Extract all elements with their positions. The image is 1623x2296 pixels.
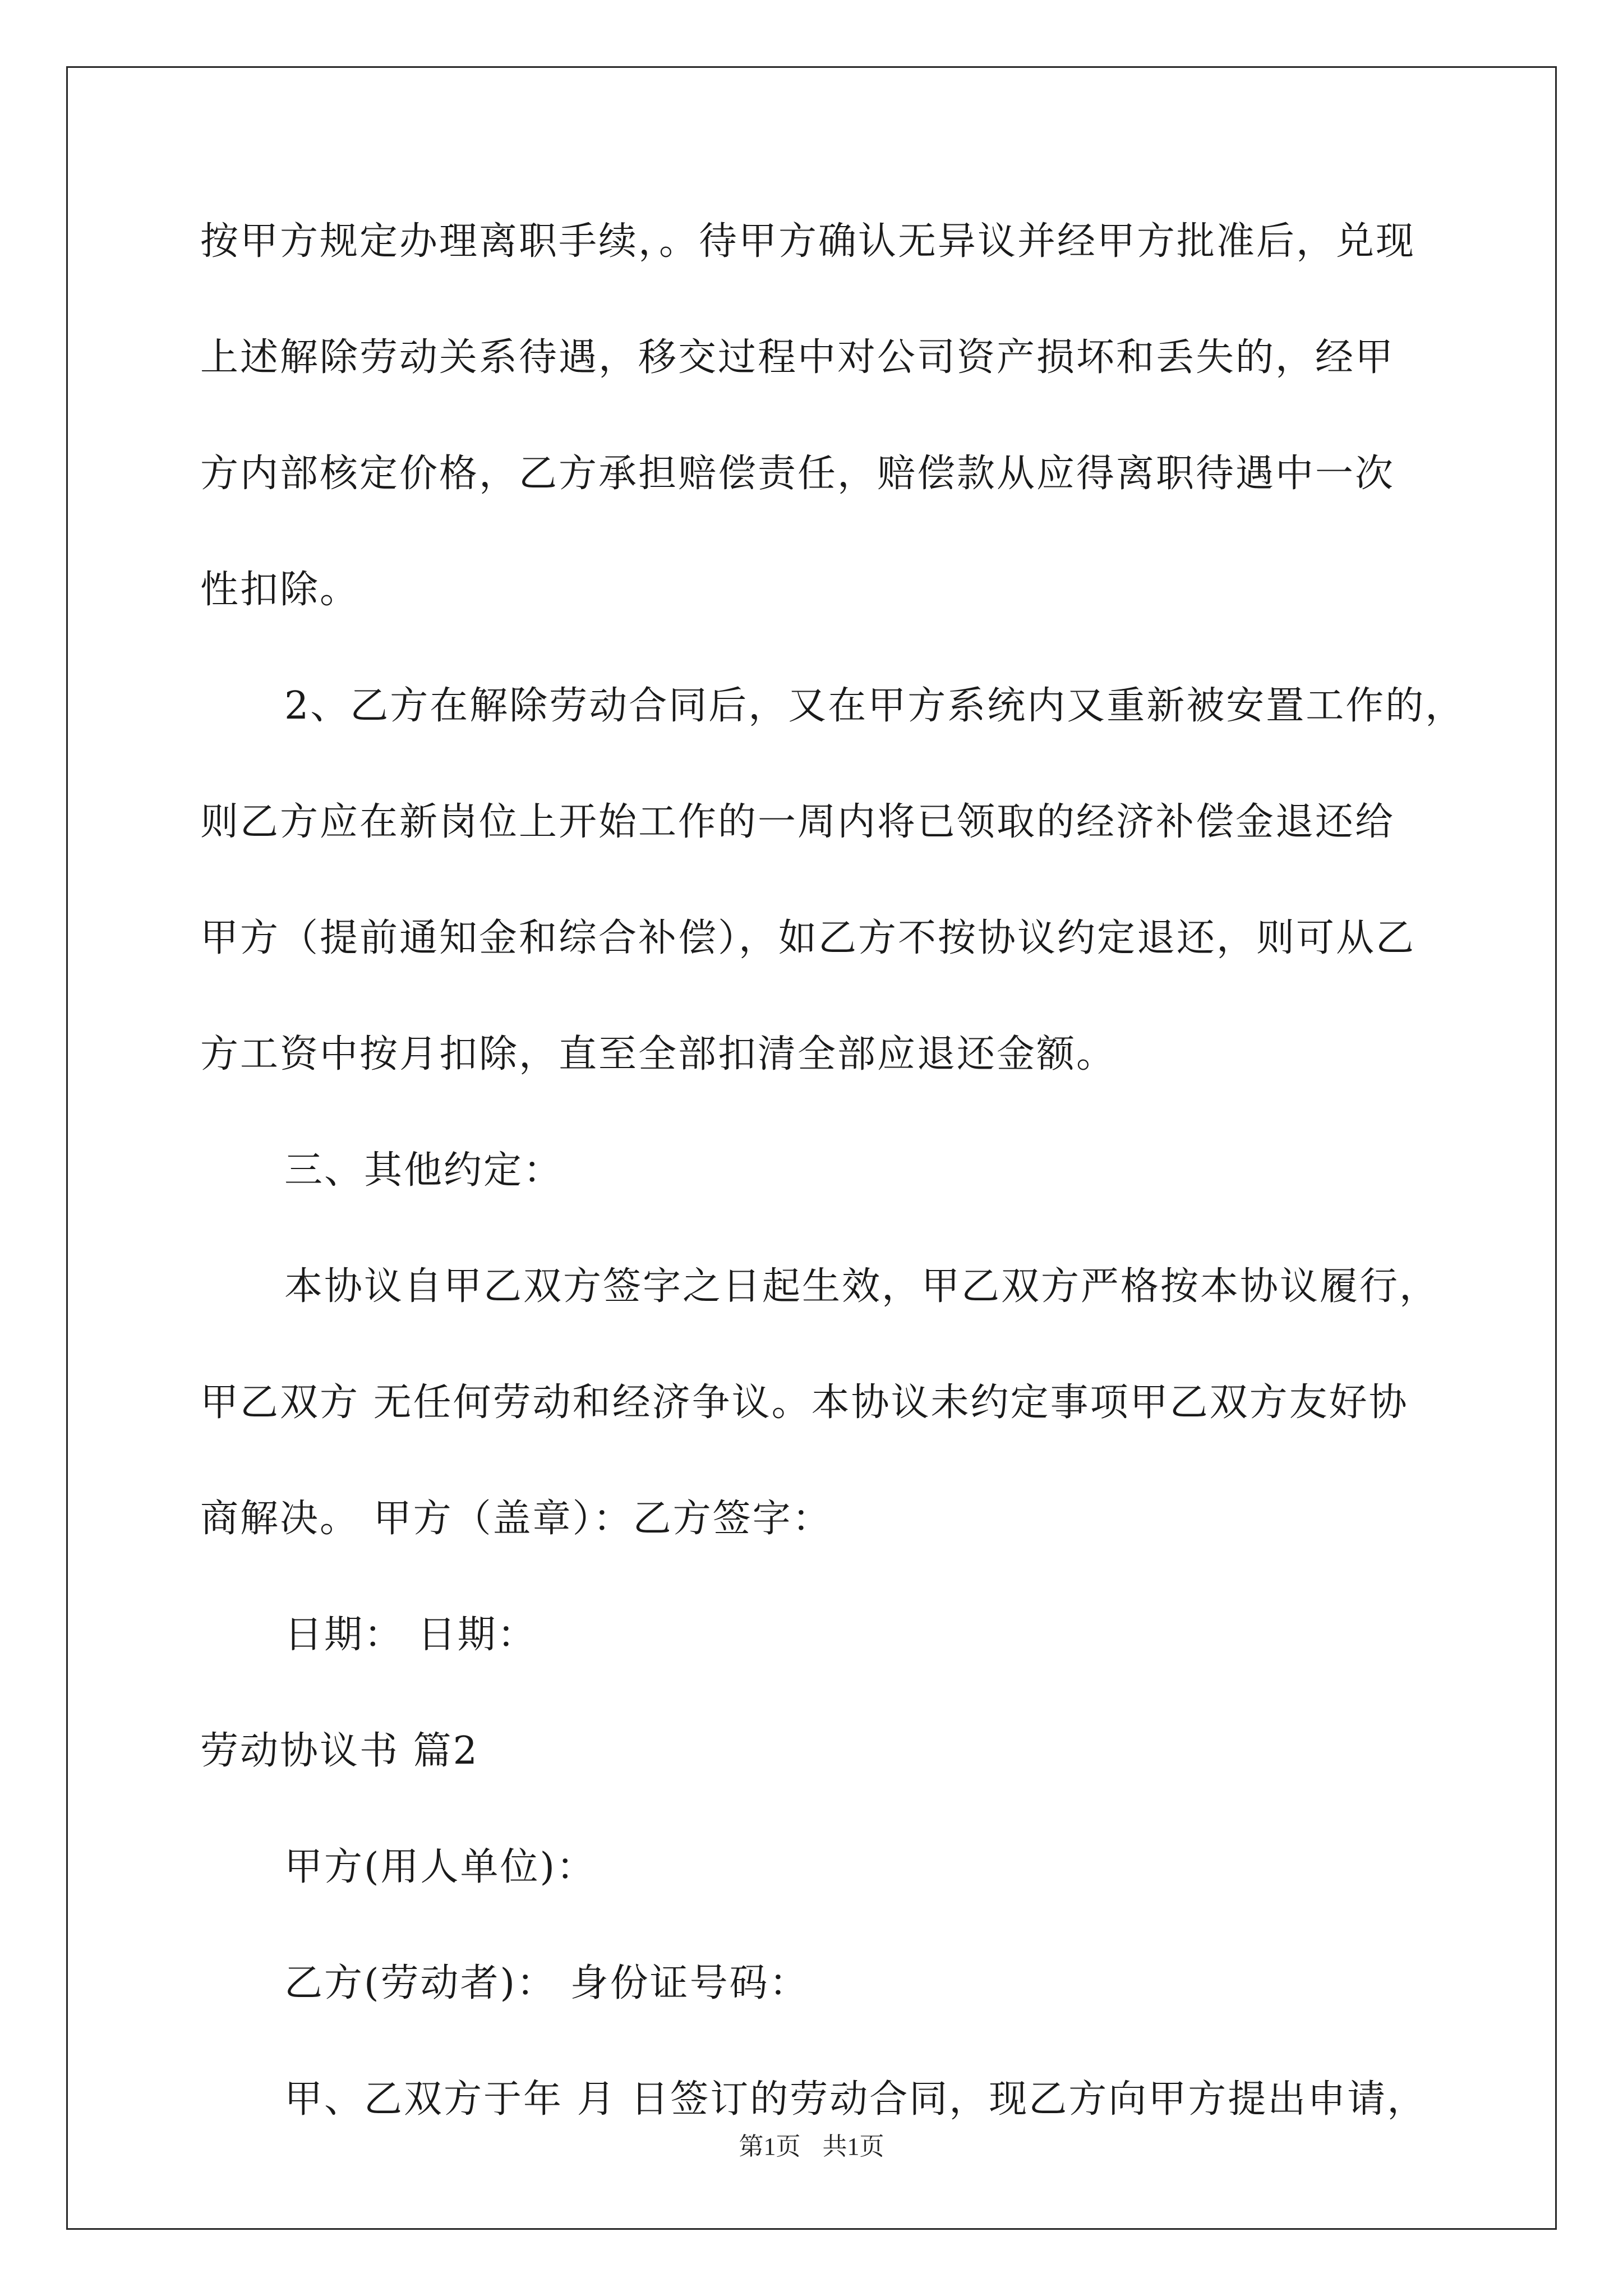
paragraph-line: 方工资中按月扣除，直至全部扣清全部应退还金额。: [200, 1032, 1117, 1076]
paragraph-line: 甲、乙双方于年 月 日签订的劳动合同，现乙方向甲方提出申请，: [284, 2077, 1427, 2122]
paragraph-line: 甲乙双方 无任何劳动和经济争议。本协议未约定事项甲乙双方友好协: [200, 1381, 1409, 1425]
paragraph-line: 上述解除劳动关系待遇，移交过程中对公司资产损坏和丢失的，经甲: [200, 335, 1395, 380]
page-footer: [0, 2126, 1623, 2162]
paragraph-line: 2、乙方在解除劳动合同后，又在甲方系统内又重新被安置工作的，: [284, 684, 1465, 728]
page-number: 第1页: [739, 2133, 801, 2160]
paragraph-line: 甲方（提前通知金和综合补偿），如乙方不按协议约定退还，则可从乙: [200, 916, 1416, 960]
paragraph-line: 按甲方规定办理离职手续，。待甲方确认无异议并经甲方批准后，兑现: [200, 219, 1416, 264]
paragraph-line: 本协议自甲乙双方签字之日起生效，甲乙双方严格按本协议履行，: [284, 1264, 1440, 1309]
party-b-line: 乙方(劳动者)： 身份证号码：: [284, 1961, 809, 2005]
document-title: 劳动协议书 篇2: [200, 1729, 479, 1773]
section-heading: 三、其他约定：: [284, 1148, 564, 1193]
paragraph-line: 性扣除。: [200, 568, 360, 612]
paragraph-line: 则乙方应在新岗位上开始工作的一周内将已领取的经济补偿金退还给: [200, 800, 1395, 844]
paragraph-line: 商解决。 甲方（盖章）：乙方签字：: [200, 1497, 832, 1541]
party-a-line: 甲方(用人单位)：: [284, 1845, 597, 1889]
paragraph-line: 方内部核定价格，乙方承担赔偿责任，赔偿款从应得离职待遇中一次: [200, 452, 1395, 496]
date-line: 日期： 日期：: [284, 1613, 537, 1657]
page-total: 共1页: [822, 2133, 884, 2160]
